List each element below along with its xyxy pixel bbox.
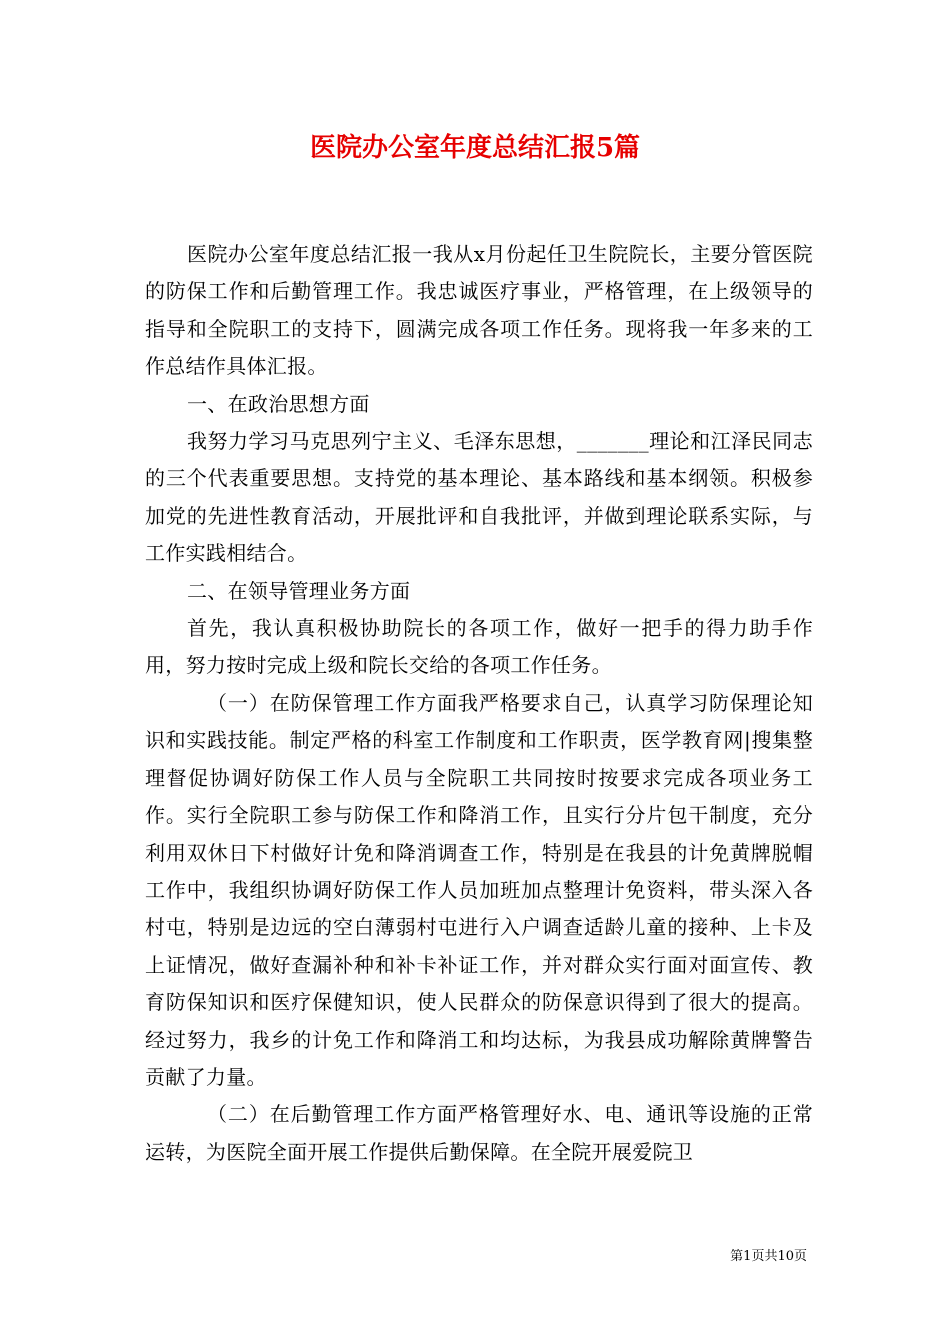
page-number: 第1页共10页 [730,1249,807,1264]
section-heading-political: 一、在政治思想方面 [187,391,370,416]
document-body [145,236,813,1171]
document-title: 医院办公室年度总结汇报5篇 [309,133,641,163]
paragraph-epidemic-prevention: （一）在防保管理工作方面我严格要求自己，认真学习防保理论知识和实践技能。制定严格的科室工作制度和工作职责，医学教育网|搜集整理督促协调好防保工作人员与全院职工共同按时按要求完成各项业务工作。实行全院职工参与防保工作和降消工作，且实行分片包干制度，充分利用双休日下村做好计免和降消调查工作，特别是在我县的计免黄牌脱帽工作中，我组织协调好防保工作人员加班加点整理计免资料，带头深入各村屯，特别是边远的空白薄弱村屯进行入户调查适龄儿童的接种、上卡及上证情况，做好查漏补种和补卡补证工作，并对群众实行面对面宣传、教育防保知识和医疗保健知识，使人民群众的防保意识得到了很大的提高。经过努力，我乡的计免工作和降消工和均达标，为我县成功解除黄牌警告贡献了力量。 [145,690,813,1089]
section-heading-management: 二、在领导管理业务方面 [187,578,411,603]
paragraph-management: 首先，我认真积极协助院长的各项工作，做好一把手的得力助手作用，努力按时完成上级和院长交给的各项工作任务。 [145,616,813,678]
paragraph-intro: 医院办公室年度总结汇报一我从x月份起任卫生院院长，主要分管医院的防保工作和后勤管理工作。我忠诚医疗事业，严格管理，在上级领导的指导和全院职工的支持下，圆满完成各项工作任务。现将我一年多来的工作总结作具体汇报。 [145,242,813,379]
paragraph-political: 我努力学习马克思列宁主义、毛泽东思想，_______理论和江泽民同志的三个代表重要思想。支持党的基本理论、基本路线和基本纲领。积极参加党的先进性教育活动，开展批评和自我批评，并做到理论联系实际，与工作实践相结合。 [145,429,813,566]
paragraph-logistics: （二）在后勤管理工作方面严格管理好水、电、通讯等设施的正常运转，为医院全面开展工作提供后勤保障。在全院开展爱院卫 [145,1102,813,1164]
